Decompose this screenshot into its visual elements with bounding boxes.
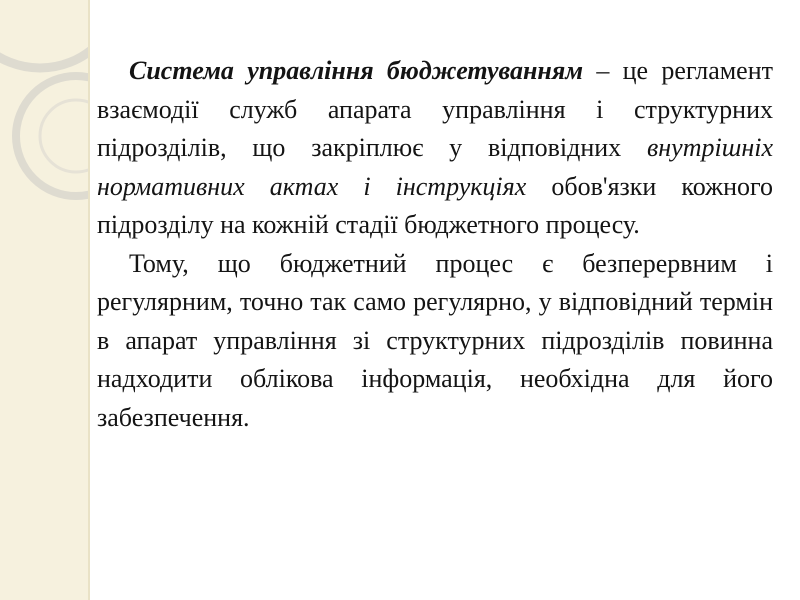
side-panel: [0, 0, 88, 600]
definition-text: – це регламент взаємодії служб апарата управління і структурних підрозділів, що закріплює у відповідних: [97, 56, 773, 162]
defined-term: Система управління бюджетуванням: [129, 56, 584, 85]
definition-paragraph: [97, 52, 773, 245]
side-divider: [88, 0, 90, 600]
explanation-text: Тому, що бюджетний процес є безперервним і регулярним, точно так само регулярно, у відповідний термін в апарат управління зі структурних підрозділів повинна надходити облікова інформація, необхідна для його забезпечення.: [97, 248, 773, 432]
emphasized-phrase: внутрішніх нормативних актах і інструкціях: [97, 133, 773, 201]
slide-body: [97, 52, 773, 437]
ring-decoration-icon: [0, 0, 88, 260]
explanation-paragraph: [97, 245, 773, 438]
definition-text-end: обов'язки кожного підрозділу на кожній стадії бюджетного процесу.: [97, 171, 773, 239]
